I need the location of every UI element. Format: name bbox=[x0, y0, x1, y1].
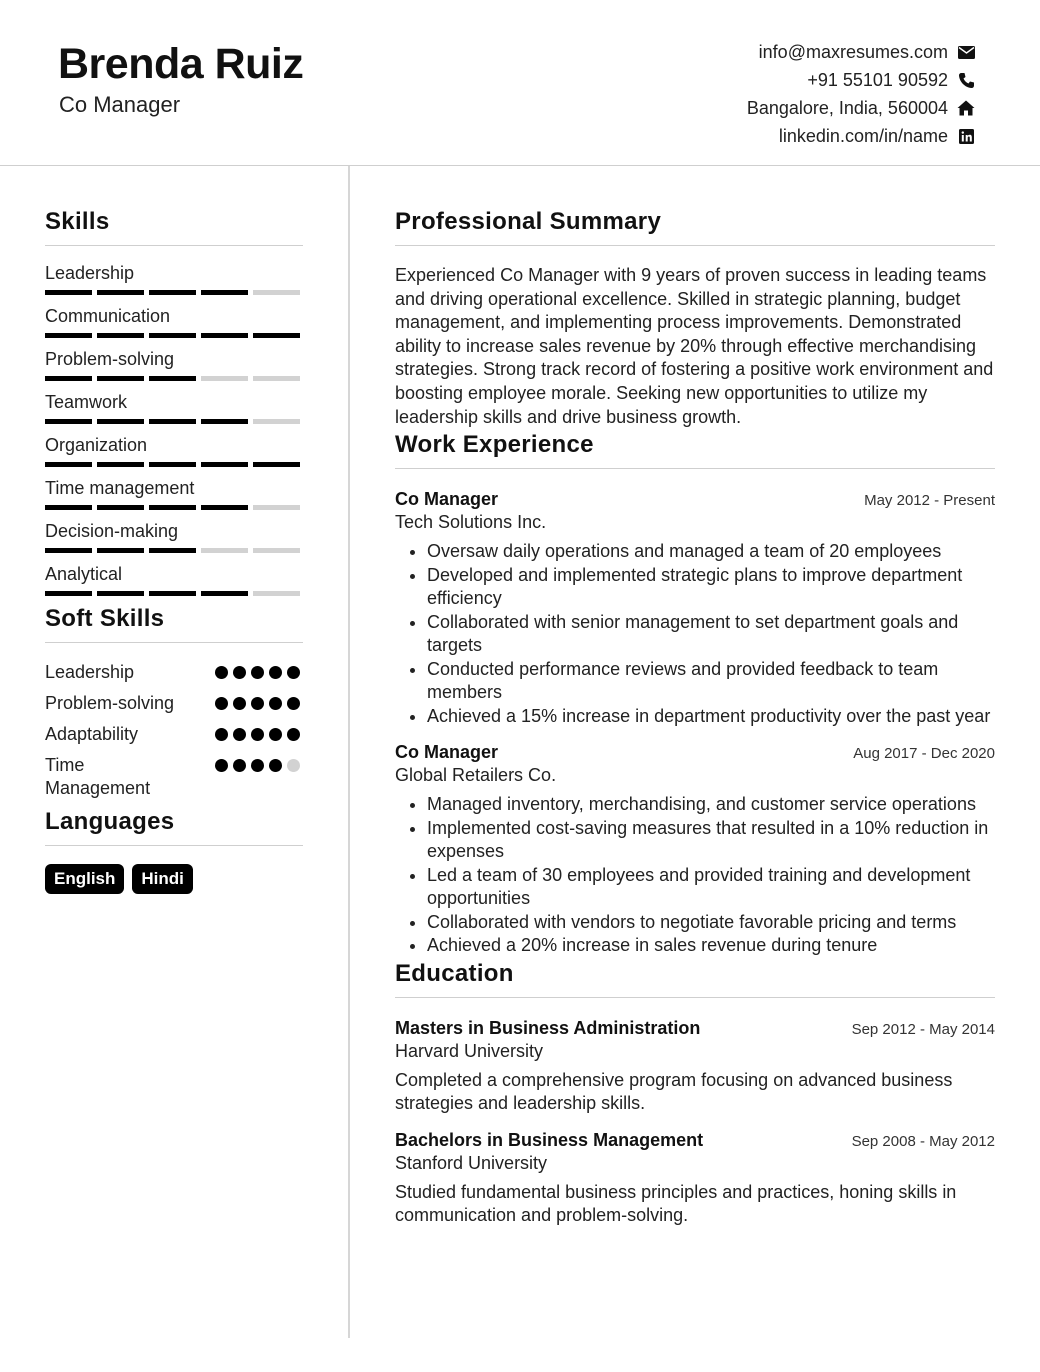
skill-level-segment bbox=[97, 419, 144, 424]
skill-level-segment bbox=[97, 333, 144, 338]
skill-level-segment bbox=[253, 548, 300, 553]
skill-level-segment bbox=[149, 419, 196, 424]
soft-skill-item bbox=[45, 723, 303, 746]
skill-level-segment bbox=[45, 333, 92, 338]
skill-level-segment bbox=[149, 376, 196, 381]
skills-title: Skills bbox=[45, 208, 303, 246]
job-entry bbox=[395, 489, 995, 728]
skill-level-bar bbox=[45, 376, 303, 381]
rating-dot bbox=[215, 697, 228, 710]
skill-item bbox=[45, 263, 303, 289]
skill-item bbox=[45, 306, 303, 332]
rating-dot bbox=[251, 759, 264, 772]
experience-title: Work Experience bbox=[395, 431, 995, 469]
skill-level-segment bbox=[201, 333, 248, 338]
skill-level-segment bbox=[149, 591, 196, 596]
job-bullets bbox=[395, 793, 995, 958]
skill-level-segment bbox=[201, 376, 248, 381]
left-column bbox=[45, 208, 303, 894]
skill-level-segment bbox=[97, 462, 144, 467]
skill-level-segment bbox=[201, 290, 248, 295]
skill-level-segment bbox=[45, 505, 92, 510]
skill-level-bar bbox=[45, 419, 303, 424]
rating-dot bbox=[269, 728, 282, 741]
rating-dot bbox=[233, 697, 246, 710]
skill-level-segment bbox=[45, 419, 92, 424]
candidate-name: Brenda Ruiz bbox=[58, 40, 304, 88]
skill-item bbox=[45, 564, 303, 590]
skill-level-bar bbox=[45, 462, 303, 467]
contact-linkedin[interactable] bbox=[747, 122, 976, 150]
skill-level-segment bbox=[97, 548, 144, 553]
education-degree: Masters in Business Administration bbox=[395, 1017, 701, 1038]
education-list bbox=[395, 1018, 995, 1228]
soft-skills-title: Soft Skills bbox=[45, 605, 303, 643]
education-description: Completed a comprehensive program focusing on advanced business strategies and leadership skills. bbox=[395, 1069, 953, 1114]
rating-dot bbox=[269, 697, 282, 710]
skill-level-segment bbox=[149, 333, 196, 338]
skill-level-bar bbox=[45, 505, 303, 510]
skill-level-bar bbox=[45, 548, 303, 553]
linkedin-icon bbox=[956, 127, 976, 145]
skill-level-segment bbox=[201, 548, 248, 553]
skill-item bbox=[45, 349, 303, 375]
language-tag: Hindi bbox=[132, 864, 193, 894]
contact-address-text: Bangalore, India, 560004 bbox=[746, 98, 948, 118]
job-company: Global Retailers Co. bbox=[395, 765, 557, 786]
skill-level-segment bbox=[97, 591, 144, 596]
education-date: Sep 2008 - May 2012 bbox=[851, 1132, 995, 1150]
home-icon bbox=[956, 99, 976, 117]
job-bullet: • Managed inventory, merchandising, and customer service operations bbox=[427, 793, 995, 817]
skill-level-segment bbox=[97, 290, 144, 295]
skill-level-segment bbox=[253, 462, 300, 467]
education-date: Sep 2012 - May 2014 bbox=[851, 1020, 995, 1038]
job-bullet: • Achieved a 15% increase in department productivity over the past year bbox=[427, 705, 995, 729]
education-header bbox=[395, 1130, 995, 1151]
job-bullet: • Oversaw daily operations and managed a team of 20 employees bbox=[427, 540, 995, 564]
resume-header bbox=[0, 0, 1040, 166]
summary-title: Professional Summary bbox=[395, 208, 995, 246]
rating-dot bbox=[251, 666, 264, 679]
skill-item bbox=[45, 435, 303, 461]
skill-label: Decision-making bbox=[45, 521, 179, 541]
skill-label: Analytical bbox=[45, 564, 123, 584]
skill-label: Organization bbox=[45, 435, 148, 455]
experience-list bbox=[395, 489, 995, 958]
soft-skill-item bbox=[45, 661, 303, 684]
job-header bbox=[395, 742, 995, 763]
rating-dot bbox=[233, 666, 246, 679]
contact-address bbox=[747, 94, 976, 122]
contact-linkedin-text: linkedin.com/in/name bbox=[778, 126, 948, 146]
education-entry bbox=[395, 1130, 995, 1228]
soft-skill-rating bbox=[215, 666, 300, 679]
contact-phone-text: +91 55101 90592 bbox=[807, 70, 948, 90]
envelope-icon bbox=[956, 43, 976, 61]
contact-phone[interactable] bbox=[747, 66, 976, 94]
phone-icon bbox=[956, 71, 976, 89]
job-company: Tech Solutions Inc. bbox=[395, 512, 547, 533]
skill-level-segment bbox=[149, 548, 196, 553]
skill-level-segment bbox=[45, 548, 92, 553]
job-date: Aug 2017 - Dec 2020 bbox=[853, 745, 995, 763]
education-school: Harvard University bbox=[395, 1040, 544, 1061]
skill-level-segment bbox=[45, 591, 92, 596]
rating-dot bbox=[269, 759, 282, 772]
education-entry bbox=[395, 1018, 995, 1116]
education-header bbox=[395, 1018, 995, 1039]
contact-email[interactable] bbox=[747, 38, 976, 66]
soft-skill-item bbox=[45, 692, 303, 715]
skill-level-segment bbox=[97, 505, 144, 510]
skill-level-segment bbox=[45, 462, 92, 467]
job-title: Co Manager bbox=[395, 742, 499, 763]
rating-dot bbox=[269, 666, 282, 679]
contact-block bbox=[747, 38, 976, 150]
soft-skill-label: Adaptability bbox=[45, 724, 139, 744]
rating-dot bbox=[287, 666, 300, 679]
contact-email-text: info@maxresumes.com bbox=[758, 42, 948, 62]
skill-level-segment bbox=[253, 333, 300, 338]
skill-level-segment bbox=[253, 505, 300, 510]
job-bullet: • Collaborated with senior management to set department goals and targets bbox=[427, 611, 995, 658]
skill-level-segment bbox=[149, 505, 196, 510]
skill-level-segment bbox=[45, 290, 92, 295]
languages-title: Languages bbox=[45, 808, 303, 846]
skill-label: Leadership bbox=[45, 263, 135, 283]
job-date: May 2012 - Present bbox=[864, 492, 995, 510]
education-school: Stanford University bbox=[395, 1152, 548, 1173]
rating-dot bbox=[215, 759, 228, 772]
job-title: Co Manager bbox=[395, 489, 499, 510]
job-header bbox=[395, 489, 995, 510]
rating-dot bbox=[287, 697, 300, 710]
skill-level-segment bbox=[201, 419, 248, 424]
column-divider bbox=[348, 166, 350, 1338]
skill-level-segment bbox=[253, 376, 300, 381]
soft-skill-label: Time Management bbox=[45, 755, 151, 798]
right-column bbox=[395, 208, 995, 1228]
skill-level-bar bbox=[45, 290, 303, 295]
summary-text: Experienced Co Manager with 9 years of proven success in leading teams and driving operational excellence. Skilled in strategic planning, budget management, and implementing process improvements. Demonstrated ability to increase sales revenue by 20% through effective merchandising strategies. Strong track record of fostering a positive work environment and boosting employee morale. Seeking new opportunities to utilize my leadership skills and drive business growth. bbox=[395, 265, 994, 427]
rating-dot bbox=[233, 759, 246, 772]
skill-level-bar bbox=[45, 333, 303, 338]
skill-label: Teamwork bbox=[45, 392, 128, 412]
rating-dot bbox=[251, 697, 264, 710]
skill-level-segment bbox=[149, 290, 196, 295]
skill-level-segment bbox=[45, 376, 92, 381]
job-entry bbox=[395, 742, 995, 958]
rating-dot bbox=[287, 759, 300, 772]
skill-label: Problem-solving bbox=[45, 349, 175, 369]
candidate-role: Co Manager bbox=[59, 92, 181, 117]
skill-level-segment bbox=[149, 462, 196, 467]
skill-item bbox=[45, 521, 303, 547]
skill-level-segment bbox=[201, 462, 248, 467]
skill-item bbox=[45, 392, 303, 418]
job-bullet: • Developed and implemented strategic plans to improve department efficiency bbox=[427, 564, 995, 611]
skill-level-bar bbox=[45, 591, 303, 596]
rating-dot bbox=[215, 728, 228, 741]
skill-level-segment bbox=[253, 591, 300, 596]
soft-skill-rating bbox=[215, 759, 300, 772]
soft-skill-rating bbox=[215, 697, 300, 710]
education-title: Education bbox=[395, 960, 995, 998]
language-tag: English bbox=[45, 864, 124, 894]
rating-dot bbox=[287, 728, 300, 741]
rating-dot bbox=[215, 666, 228, 679]
soft-skill-label: Problem-solving bbox=[45, 693, 175, 713]
education-description: Studied fundamental business principles and practices, honing skills in communication and problem-solving. bbox=[395, 1181, 957, 1226]
skill-level-segment bbox=[97, 376, 144, 381]
soft-skill-rating bbox=[215, 728, 300, 741]
soft-skills-list bbox=[45, 661, 303, 800]
skill-label: Time management bbox=[45, 478, 195, 498]
job-bullet: • Conducted performance reviews and provided feedback to team members bbox=[427, 658, 995, 705]
education-degree: Bachelors in Business Management bbox=[395, 1129, 704, 1150]
skill-level-segment bbox=[253, 419, 300, 424]
rating-dot bbox=[251, 728, 264, 741]
skill-level-segment bbox=[253, 290, 300, 295]
skill-item bbox=[45, 478, 303, 504]
skill-level-segment bbox=[201, 591, 248, 596]
soft-skill-label: Leadership bbox=[45, 662, 135, 682]
job-bullets bbox=[395, 540, 995, 728]
job-bullet: • Collaborated with vendors to negotiate favorable pricing and terms bbox=[427, 911, 995, 935]
job-bullet: • Achieved a 20% increase in sales revenue during tenure bbox=[427, 934, 995, 958]
skills-list bbox=[45, 263, 303, 590]
rating-dot bbox=[233, 728, 246, 741]
skill-level-segment bbox=[201, 505, 248, 510]
skill-label: Communication bbox=[45, 306, 171, 326]
soft-skill-item bbox=[45, 754, 303, 800]
job-bullet: • Implemented cost-saving measures that resulted in a 10% reduction in expenses bbox=[427, 817, 995, 864]
job-bullet: • Led a team of 30 employees and provided training and development opportunities bbox=[427, 864, 995, 911]
languages-list bbox=[45, 864, 303, 894]
